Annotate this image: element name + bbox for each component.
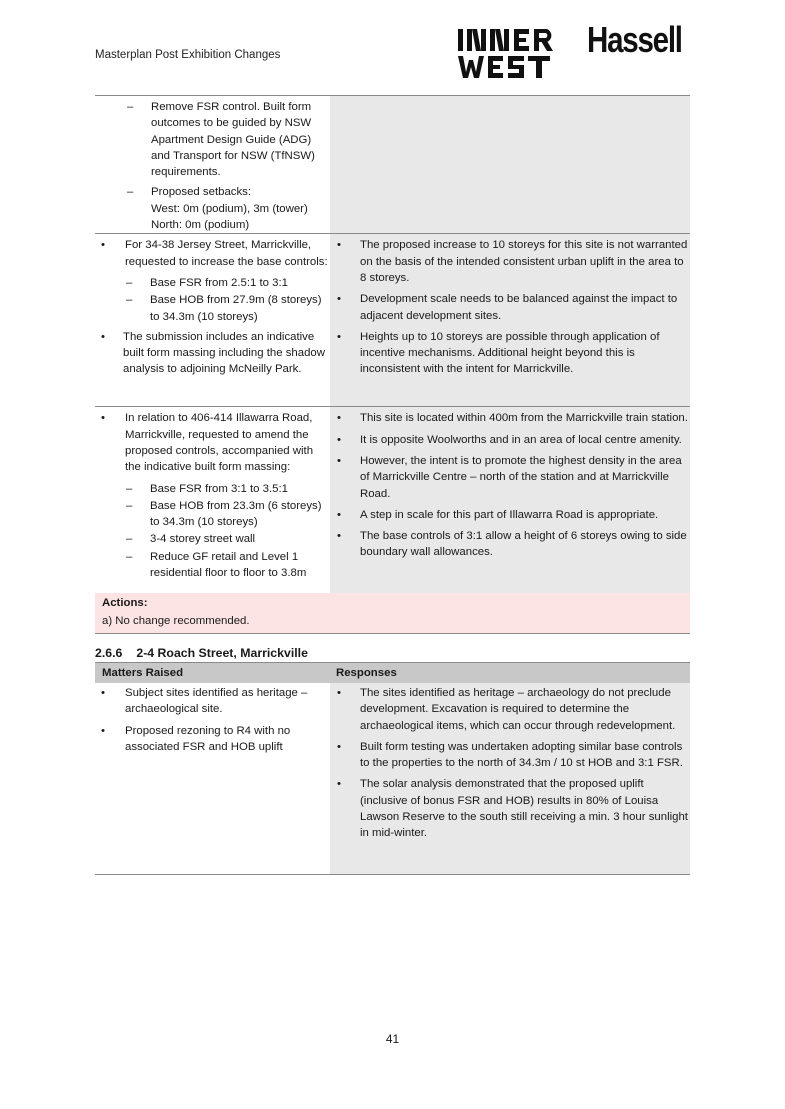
actions-box <box>95 593 690 634</box>
list-item: • Built form testing was undertaken adopting similar base controls to the properties to the north of 34.3m / 10 st HOB and 3:1 FSR. <box>330 739 690 772</box>
matters-cell <box>95 96 330 234</box>
table-header <box>95 662 690 684</box>
list-item: – Base FSR from 2.5:1 to 3:1 <box>95 275 330 291</box>
document-title: Masterplan Post Exhibition Changes <box>95 49 281 61</box>
inner-west-logo <box>457 27 558 81</box>
list-item: • Proposed rezoning to R4 with no associated FSR and HOB uplift <box>95 723 330 756</box>
table-row <box>95 683 690 875</box>
page-number: 41 <box>385 1032 400 1046</box>
matters-cell <box>95 407 330 597</box>
responses-cell <box>330 407 690 597</box>
responses-cell <box>330 234 690 407</box>
section-number: 2.6.6 <box>95 646 123 660</box>
responses-cell <box>330 683 690 875</box>
list-item: • The base controls of 3:1 allow a height of 6 storeys owing to side boundary wall allowances. <box>330 528 690 561</box>
list-item: • The sites identified as heritage – archaeology do not preclude development. Excavation is required to determine the archaeological items, which can occur through redevelopment. <box>330 685 690 734</box>
list-item: • Heights up to 10 storeys are possible through application of incentive mechanisms. Additional height beyond this is inconsistent with the intent for Marrickville. <box>330 329 690 378</box>
list-item: • The submission includes an indicative built form massing including the shadow analysis to adjoining McNeilly Park. <box>95 329 330 378</box>
list-item: • The solar analysis demonstrated that the proposed uplift (inclusive of bonus FSR and HOB) results in 80% of Louisa Lawson Reserve to the south still receiving a min. 3 hour sunlight in mid-winter. <box>330 776 690 841</box>
list-item: – Proposed setbacks: West: 0m (podium), 3m (tower) North: 0m (podium) <box>95 184 330 233</box>
hassell-logo: Hassell <box>587 19 682 60</box>
list-item: • A step in scale for this part of Illawarra Road is appropriate. <box>330 507 690 523</box>
list-item: • Subject sites identified as heritage – archaeological site. <box>95 685 330 718</box>
list-item: – Base HOB from 27.9m (8 storeys) to 34.3m (10 storeys) <box>95 292 330 325</box>
list-item: • However, the intent is to promote the highest density in the area of Marrickville Centre – north of the station and at Marrickville Road. <box>330 453 690 502</box>
list-item: – Base FSR from 3:1 to 3.5:1 <box>95 481 330 497</box>
list-item: – Remove FSR control. Built form outcomes to be guided by NSW Apartment Design Guide (ADG) and Transport for NSW (TfNSW) requirements. <box>95 99 330 180</box>
actions-title: Actions: <box>102 597 148 609</box>
list-item: • It is opposite Woolworths and in an area of local centre amenity. <box>330 432 690 448</box>
list-item: • For 34-38 Jersey Street, Marrickville, requested to increase the base controls: <box>95 237 330 270</box>
roach-street-table <box>95 683 690 875</box>
list-item: – 3-4 storey street wall <box>95 531 330 547</box>
list-item: • In relation to 406-414 Illawarra Road, Marrickville, requested to amend the proposed controls, accompanied with the indicative built form massing: <box>95 410 330 475</box>
actions-text: a) No change recommended. <box>102 615 250 627</box>
matters-cell <box>95 683 330 875</box>
list-item: – Base HOB from 23.3m (6 storeys) to 34.3m (10 storeys) <box>95 498 330 531</box>
table-row <box>95 407 690 597</box>
section-heading <box>95 645 308 661</box>
list-item: • This site is located within 400m from the Marrickville train station. <box>330 410 690 426</box>
matters-cell <box>95 234 330 407</box>
matters-responses-table-continued <box>95 95 690 596</box>
list-item: • Development scale needs to be balanced against the impact to adjacent development sites. <box>330 291 690 324</box>
table-row <box>95 234 690 407</box>
column-header-matters: Matters Raised <box>102 667 184 679</box>
column-header-responses: Responses <box>336 667 397 679</box>
responses-cell <box>330 96 690 234</box>
list-item: – Reduce GF retail and Level 1 residential floor to floor to 3.8m <box>95 549 330 582</box>
list-item: • The proposed increase to 10 storeys for this site is not warranted on the basis of the intended consistent urban uplift in the area to 8 storeys. <box>330 237 690 286</box>
table-row <box>95 96 690 234</box>
section-title: 2-4 Roach Street, Marrickville <box>136 646 308 660</box>
